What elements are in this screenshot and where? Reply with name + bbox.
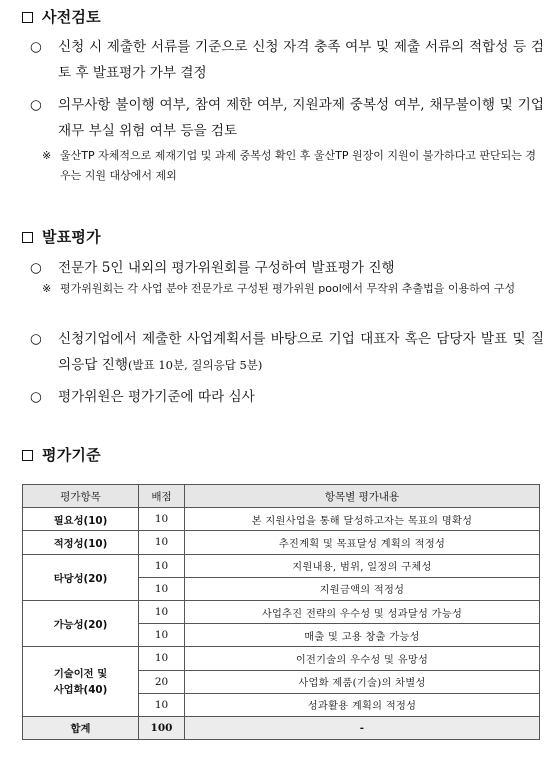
bullet-text: 평가위원은 평가기준에 따라 심사 (58, 389, 255, 405)
criteria-score: 20 (139, 670, 185, 693)
circle-bullet-icon: ○ (30, 389, 42, 405)
section-title: 사전검토 (42, 8, 101, 26)
bullet-item (30, 255, 544, 281)
criteria-item (23, 647, 139, 717)
note-item (42, 279, 538, 299)
bullet-item (30, 384, 544, 410)
criteria-content: 지원금액의 적정성 (185, 577, 540, 600)
criteria-score: 10 (139, 531, 185, 554)
criteria-content: 지원내용, 범위, 일정의 구체성 (185, 554, 540, 577)
criteria-score: 10 (139, 600, 185, 623)
note-text: 평가위원회는 각 사업 분야 전문가로 구성된 평가위원 pool에서 무작위 추출법을 이용하여 구성 (60, 282, 516, 295)
section-title: 발표평가 (42, 228, 101, 246)
criteria-table (22, 484, 540, 740)
criteria-score: 10 (139, 693, 185, 716)
criteria-score: 10 (139, 624, 185, 647)
table-row (23, 508, 540, 531)
criteria-score: 10 (139, 647, 185, 670)
bullet-text (30, 326, 544, 378)
criteria-content: 매출 및 고용 창출 가능성 (185, 624, 540, 647)
criteria-item: 타당성(20) (23, 554, 139, 600)
bullet-item (30, 326, 544, 378)
table-row (23, 600, 540, 623)
checkbox-square-icon (22, 12, 33, 23)
bullet-text: 신청 시 제출한 서류를 기준으로 신청 자격 충족 여부 및 제출 서류의 적합성 등 검토 후 발표평가 가부 결정 (58, 39, 544, 81)
criteria-item-line: 사업화(40) (53, 683, 108, 696)
total-score: 100 (139, 716, 185, 739)
criteria-item-line: 기술이전 및 (53, 667, 108, 680)
note-text: 울산TP 자체적으로 제재기업 및 과제 중복성 확인 후 울산TP 원장이 지원이 불가하다고 판단되는 경우는 지원 대상에서 제외 (60, 149, 536, 182)
total-content: - (185, 716, 540, 739)
circle-bullet-icon: ○ (30, 39, 42, 55)
table-row (23, 647, 540, 670)
bullet-text: 의무사항 불이행 여부, 참여 제한 여부, 지원과제 중복성 여부, 채무불이행 및 기업 재무 부실 위험 여부 등을 검토 (58, 97, 544, 139)
circle-bullet-icon: ○ (30, 97, 42, 113)
criteria-item: 필요성(10) (23, 508, 139, 531)
table-total-row (23, 716, 540, 739)
header-score: 배점 (139, 485, 185, 508)
bullet-detail-text: (발표 10분, 질의응답 5분) (127, 358, 263, 372)
total-label: 합계 (23, 716, 139, 739)
criteria-content: 성과활용 계획의 적정성 (185, 693, 540, 716)
circle-bullet-icon: ○ (30, 331, 42, 347)
header-item: 평가항목 (23, 485, 139, 508)
criteria-content: 이전기술의 우수성 및 유망성 (185, 647, 540, 670)
criteria-content: 사업추진 전략의 우수성 및 성과달성 가능성 (185, 600, 540, 623)
circle-bullet-icon: ○ (30, 260, 42, 276)
criteria-content: 본 지원사업을 통해 달성하고자는 목표의 명확성 (185, 508, 540, 531)
checkbox-square-icon (22, 232, 33, 243)
criteria-score: 10 (139, 508, 185, 531)
bullet-text: 전문가 5인 내외의 평가위원회를 구성하여 발표평가 진행 (58, 260, 395, 276)
header-content: 항목별 평가내용 (185, 485, 540, 508)
criteria-item: 적정성(10) (23, 531, 139, 554)
section-heading-criteria (22, 444, 101, 465)
bullet-item (30, 92, 544, 144)
bullet-main-text: 신청기업에서 제출한 사업계획서를 바탕으로 기업 대표자 혹은 담당자 발표 및 질의응답 진행 (58, 331, 544, 373)
criteria-score: 10 (139, 554, 185, 577)
section-heading-prescreen (22, 6, 101, 27)
criteria-content: 추진계획 및 목표달성 계획의 적정성 (185, 531, 540, 554)
bullet-item (30, 34, 544, 86)
table-header-row (23, 485, 540, 508)
reference-mark-icon: ※ (42, 149, 52, 162)
note-item (42, 146, 538, 186)
section-title: 평가기준 (42, 446, 101, 464)
criteria-content: 사업화 제품(기술)의 차별성 (185, 670, 540, 693)
criteria-item: 가능성(20) (23, 600, 139, 646)
reference-mark-icon: ※ (42, 282, 52, 295)
table-row (23, 531, 540, 554)
checkbox-square-icon (22, 450, 33, 461)
criteria-score: 10 (139, 577, 185, 600)
section-heading-presentation (22, 226, 101, 247)
table-row (23, 554, 540, 577)
